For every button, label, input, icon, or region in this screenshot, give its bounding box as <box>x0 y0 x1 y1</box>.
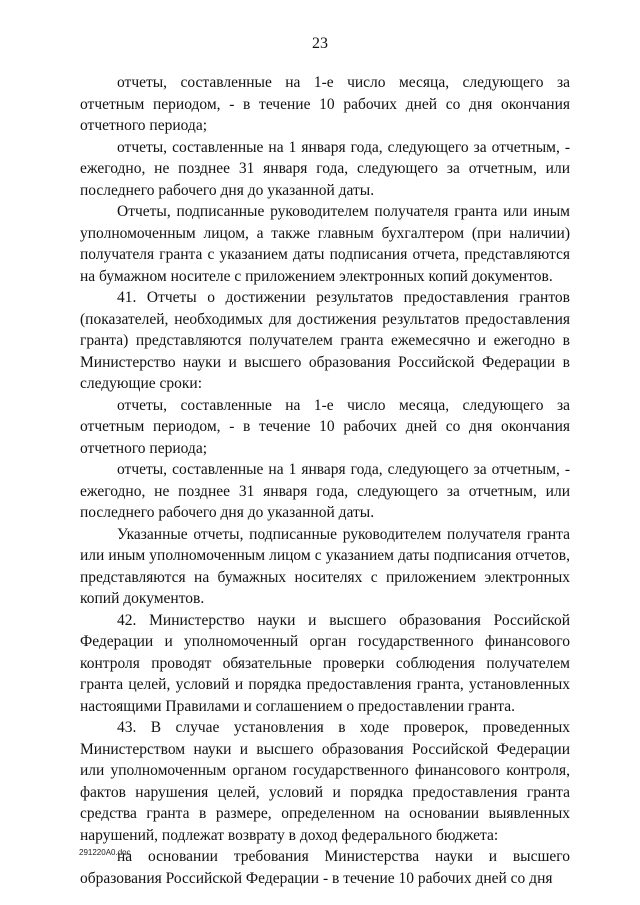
paragraph-ministry-demand: на основании требования Министерства науки и высшего образования Российской Федерации - в течение 10 рабочих дней со дня <box>80 848 570 887</box>
paragraph-monthly-reports-2: отчеты, составленные на 1-е число месяца, следующего за отчетным периодом, - в течение 10 рабочих дней со дня окончания отчетного периода; <box>80 396 570 457</box>
paragraph-reports-signing-2: Указанные отчеты, подписанные руководителем получателя гранта или иным уполномоченным лицом с указанием даты подписания отчетов, представляются на бумажных носителях с приложением электронных копий документов. <box>80 525 570 607</box>
footer-file-name: 291220A0.doc <box>79 848 131 857</box>
paragraph-clause-43: 43. В случае установления в ходе проверок, проведенных Министерством науки и высшего образования Российской Федерации или уполномоченным органом государственного финансового контроля, фактов нарушения целей, условий и порядка предоставления гранта средства гранта в размере, определенном на основании выявленных нарушений, подлежат возврату в доход федерального бюджета: <box>80 719 570 844</box>
document-body <box>80 72 570 889</box>
paragraph-annual-reports: отчеты, составленные на 1 января года, следующего за отчетным, - ежегодно, не позднее 31 января года, следующего за отчетным, или последнего рабочего дня до указанной даты. <box>80 138 570 199</box>
page-number: 23 <box>312 35 328 52</box>
paragraph-report-signing: Отчеты, подписанные руководителем получателя гранта или иным уполномоченным лицом, а также главным бухгалтером (при наличии) получателя гранта с указанием даты подписания отчета, представляются на бумажном носителе с приложением электронных копий документов. <box>80 203 570 285</box>
paragraph-clause-42: 42. Министерство науки и высшего образования Российской Федерации и уполномоченный орган государственного финансового контроля проводят обязательные проверки соблюдения получателем гранта целей, условий и порядка предоставления гранта, установленных настоящими Правилами и соглашением о предоставлении гранта. <box>80 611 570 715</box>
paragraph-annual-reports-2: отчеты, составленные на 1 января года, следующего за отчетным, - ежегодно, не позднее 31 января года, следующего за отчетным, или последнего рабочего дня до указанной даты. <box>80 461 570 521</box>
paragraph-clause-41: 41. Отчеты о достижении результатов предоставления грантов (показателей, необходимых для достижения результатов предоставления гранта) представляются получателем гранта ежемесячно и ежегодно в Министерство науки и высшего образования Российской Федерации в следующие сроки: <box>80 289 570 392</box>
paragraph-monthly-reports: отчеты, составленные на 1-е число месяца, следующего за отчетным периодом, - в течение 10 рабочих дней со дня окончания отчетного периода; <box>80 74 570 134</box>
